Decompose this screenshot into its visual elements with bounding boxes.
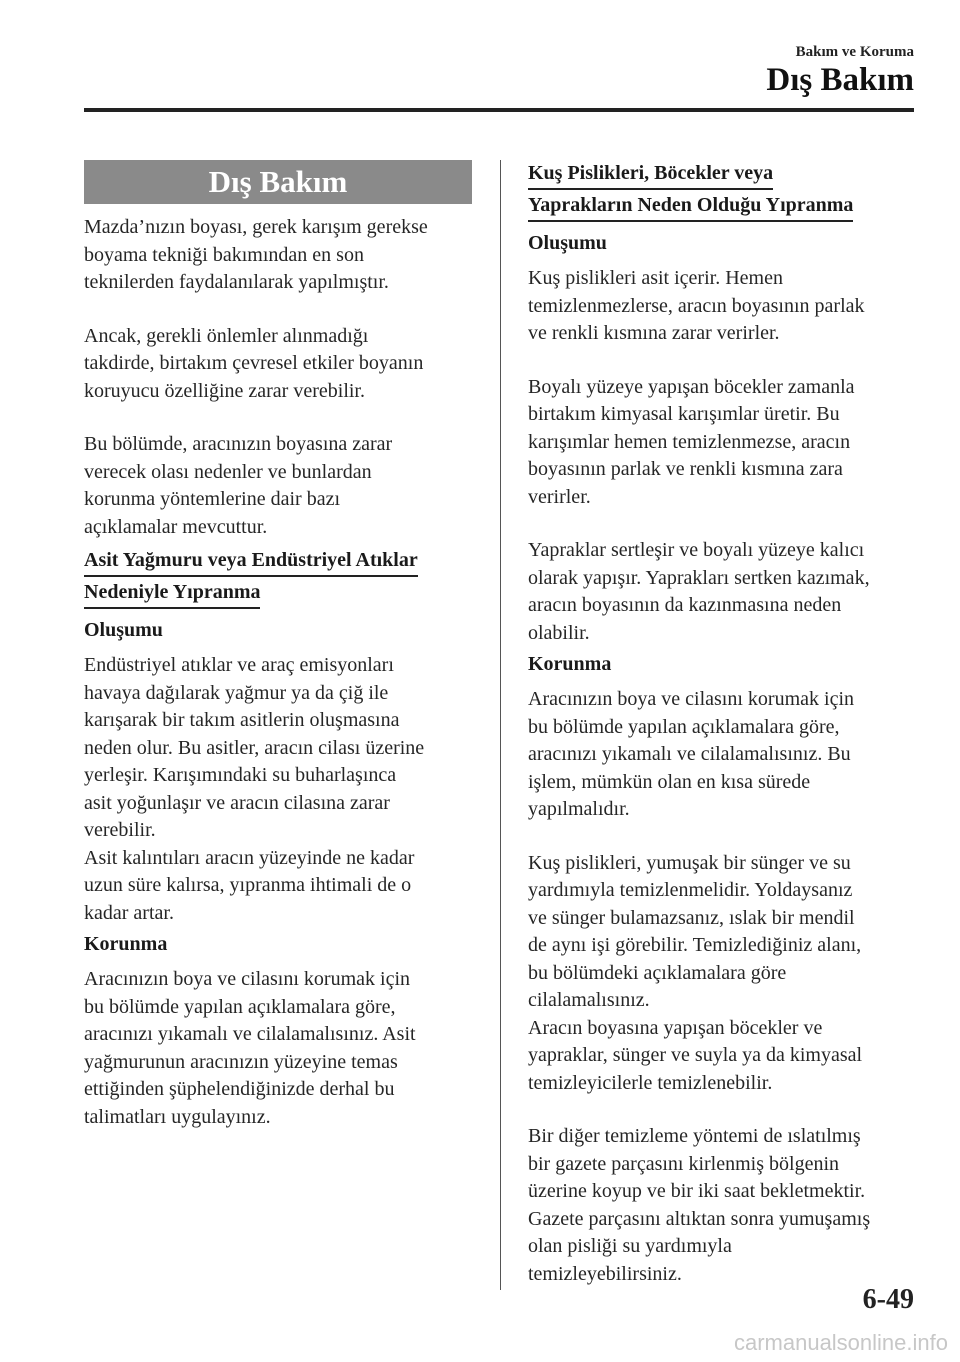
acid-rain-protection-text: Aracınızın boya ve cilasını korumak için bu bölümde yapılan açıklamalara göre, aracınızı yıkamalı ve cilalamalısınız. Asit yağmurunun aracınızın yüzeyine temas ettiğinden şüphelendiğinizde derhal bu talimatları uygulayınız. <box>84 968 416 1128</box>
bird-droppings-heading-line-2: Yaprakların Neden Olduğu Yıpranma <box>528 192 853 222</box>
intro-paragraph-3: Bu bölümde, aracınızın boyasına zarar verecek olası nedenler ve bunlardan korunma yöntemlerine dair bazı açıklamalar mevcuttur. <box>84 433 393 538</box>
section-banner: Dış Bakım <box>84 160 472 204</box>
acid-rain-protection-label: Korunma <box>84 933 168 955</box>
acid-rain-formation-label: Oluşumu <box>84 619 163 641</box>
acid-rain-heading <box>84 547 472 609</box>
bird-droppings-formation-label: Oluşumu <box>528 232 607 254</box>
header-divider <box>84 108 914 112</box>
bird-droppings-heading <box>528 160 916 222</box>
chapter-subtitle: Bakım ve Koruma <box>795 44 914 60</box>
acid-rain-heading-line-2: Nedeniyle Yıpranma <box>84 579 260 609</box>
right-column <box>528 160 916 1314</box>
column-divider <box>500 160 501 1290</box>
bird-droppings-protection-label: Korunma <box>528 653 612 675</box>
bird-droppings-formation-paragraph-2: Boyalı yüzeye yapışan böcekler zamanla birtakım kimyasal karışımlar üretir. Bu karışımlar hemen temizlenmezse, aracın boyasının parlak ve renkli kısmına zara verirler. <box>528 375 855 508</box>
intro-paragraph-1: Mazda’nızın boyası, gerek karışım gerekse boyama tekniği bakımından en son teknilerden faydalanılarak yapılmıştır. <box>84 216 428 293</box>
left-column <box>84 160 472 1157</box>
bird-droppings-protection-paragraph-2: Kuş pislikleri, yumuşak bir sünger ve su yardımıyla temizlenmelidir. Yoldaysanız ve sünger bulamazsanız, ıslak bir mendil de aynı işi görebilir. Temizlediğiniz alanı, bu bölümdeki açıklamalara göre cilalamalısınız. Aracın boyasına yapışan böcekler ve yapraklar, sünger ve suyla ya da kimyasal temizleyicilerle temizlenebilir. <box>528 851 863 1094</box>
bird-droppings-heading-line-1: Kuş Pislikleri, Böcekler veya <box>528 160 773 190</box>
bird-droppings-protection-paragraph-1: Aracınızın boya ve cilasını korumak için bu bölümde yapılan açıklamalara göre, aracınızı yıkamalı ve cilalamalısınız. Bu işlem, mümkün olan en kısa sürede yapılmalıdır. <box>528 688 855 820</box>
bird-droppings-formation-paragraph-3: Yapraklar sertleşir ve boyalı yüzeye kalıcı olarak yapışır. Yaprakları sertken kazımak, aracın boyasının da kazınmasına neden olabilir. <box>528 539 870 644</box>
acid-rain-formation-text: Endüstriyel atıklar ve araç emisyonları havaya dağılarak yağmur ya da çiğ ile karışarak bir takım asitlerin oluşmasına neden olur. Bu asitler, aracın cilası üzerine yerleşir. Karışımındaki su buharlaşınca asit yoğunlaşır ve aracın cilasına zarar verebilir. Asit kalıntıları aracın yüzeyinde ne kadar uzun süre kalırsa, yıpranma ihtimali de o kadar artar. <box>84 654 425 924</box>
watermark: carmanualsonline.info <box>733 1330 948 1355</box>
page-number: 6-49 <box>862 1284 914 1315</box>
bird-droppings-formation-paragraph-1: Kuş pislikleri asit içerir. Hemen temizlenmezlerse, aracın boyasının parlak ve renkli kısmına zarar verirler. <box>528 267 865 344</box>
bird-droppings-protection-paragraph-3: Bir diğer temizleme yöntemi de ıslatılmış bir gazete parçasını kirlenmiş bölgenin üzerine koyup ve bir iki saat bekletmektir. Gazete parçasını altıktan sonra yumuşamış olan pisliği su yardımıyla temizleyebilirsiniz. <box>528 1125 871 1285</box>
intro-paragraph-2: Ancak, gerekli önlemler alınmadığı takdirde, birtakım çevresel etkiler boyanın koruyucu özelliğine zarar verebilir. <box>84 324 424 402</box>
page-header-title: Dış Bakım <box>766 62 914 98</box>
acid-rain-heading-line-1: Asit Yağmuru veya Endüstriyel Atıklar <box>84 547 418 577</box>
